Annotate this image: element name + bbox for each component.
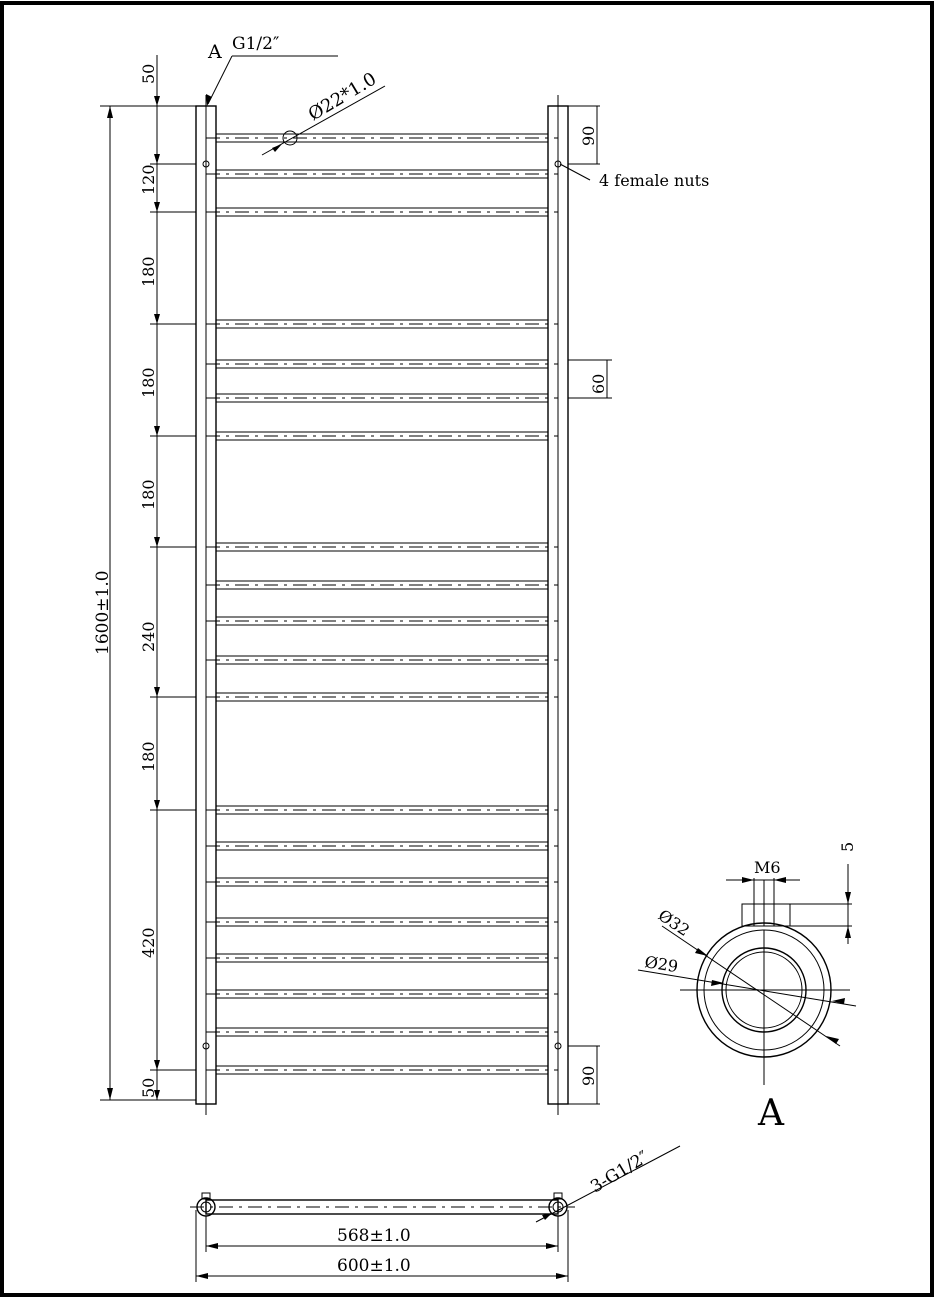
inlet-callout — [206, 34, 385, 155]
m6-label: M6 — [754, 858, 781, 877]
spacing-label-8: 420 — [139, 927, 158, 958]
spacing-label-1: 50 — [139, 63, 158, 84]
spacing-label-4: 180 — [139, 367, 158, 398]
right-dimensions — [560, 106, 709, 1104]
dim-5-label: 5 — [838, 841, 857, 852]
spacing-label-5: 180 — [139, 479, 158, 510]
spacing-label-6: 240 — [139, 621, 158, 652]
right-bottom-label: 90 — [579, 1065, 598, 1086]
nuts-label: 4 female nuts — [599, 171, 710, 190]
spacing-label-2: 120 — [139, 164, 158, 195]
section-ref-label: A — [208, 41, 222, 63]
tube-size-label: Ø22*1.0 — [304, 68, 381, 126]
spacing-label-7: 180 — [139, 741, 158, 772]
d32-label: Ø32 — [654, 905, 694, 941]
radiator-front-view — [196, 95, 568, 1115]
spacing-label-3: 180 — [139, 256, 158, 287]
section-a-detail — [638, 842, 857, 1134]
rails-group — [206, 134, 558, 1074]
inlet-thread-label: G1/2″ — [232, 34, 280, 54]
right-mid-label: 60 — [589, 373, 608, 394]
width-centers-label: 568±1.0 — [337, 1226, 411, 1246]
right-top-label: 90 — [579, 125, 598, 146]
left-dimension-chain — [93, 55, 196, 1100]
d29-label: Ø29 — [643, 952, 680, 977]
total-height-label: 1600±1.0 — [93, 570, 113, 655]
bottom-thread-label: 3-G1/2″ — [587, 1147, 653, 1198]
spacing-label-9: 50 — [139, 1077, 158, 1098]
section-title: A — [758, 1093, 784, 1134]
radiator-top-view — [190, 1146, 680, 1282]
width-total-label: 600±1.0 — [337, 1256, 411, 1276]
